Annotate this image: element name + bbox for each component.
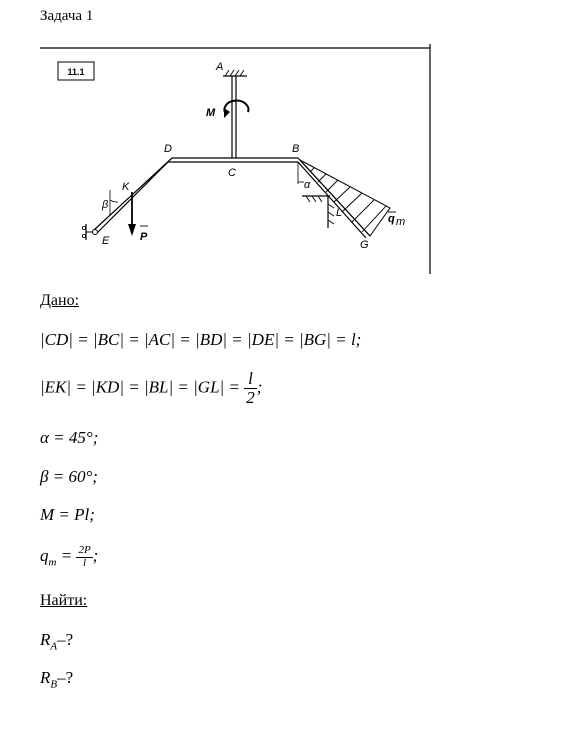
label-point-e: E: [102, 235, 110, 247]
given-qm-sub: m: [48, 556, 57, 569]
given-alpha: α = 45°;: [40, 428, 99, 447]
task-title: Задача 1: [40, 8, 94, 24]
find-rb: [40, 668, 73, 690]
mechanics-figure: [40, 42, 432, 276]
given-qm: [40, 545, 98, 569]
label-point-c: C: [228, 167, 236, 179]
label-point-k: K: [122, 181, 130, 193]
label-force: P: [140, 231, 148, 243]
figure-tag: 11.1: [67, 67, 85, 77]
given-qm-base: q: [40, 545, 49, 565]
find-ra: [40, 630, 73, 652]
given-eq2-denominator: 2: [246, 387, 255, 407]
find-rb-sub: B: [50, 678, 58, 691]
given-heading: Дано:: [40, 292, 80, 309]
given-qm-numerator: 2P: [78, 544, 91, 556]
label-point-l: L: [336, 207, 343, 219]
given-beta: β = 60°;: [40, 467, 98, 486]
label-load-sub: m: [396, 216, 406, 228]
label-alpha: α: [304, 179, 311, 191]
given-qm-fraction: [76, 545, 92, 569]
given-qm-tail: ;: [92, 545, 99, 565]
label-point-d: D: [164, 143, 172, 155]
find-ra-tail: –?: [57, 630, 74, 649]
label-point-a: A: [216, 61, 224, 73]
given-eq2-left: |EK| = |KD| = |BL| = |GL| =: [40, 377, 245, 397]
label-moment: M: [206, 107, 216, 119]
find-ra-sub: A: [50, 640, 58, 653]
given-qm-denominator: l: [83, 556, 87, 569]
label-load: q: [388, 213, 395, 225]
given-moment: M = Pl;: [40, 505, 95, 524]
find-rb-base: R: [40, 668, 51, 687]
given-eq2-numerator: l: [244, 370, 257, 389]
given-equation-lengths: |CD| = |BC| = |AC| = |BD| = |DE| = |BG| = l;: [40, 330, 362, 349]
given-qm-eq: =: [56, 545, 77, 565]
find-rb-tail: –?: [57, 668, 74, 687]
given-equation-half-lengths: [40, 370, 262, 407]
find-ra-base: R: [40, 630, 51, 649]
label-point-b: B: [292, 143, 300, 155]
find-heading: Найти:: [40, 592, 88, 609]
given-eq2-fraction: [244, 370, 257, 407]
given-eq2-tail: ;: [256, 377, 263, 397]
label-point-g: G: [360, 239, 369, 251]
label-beta: β: [102, 199, 109, 211]
